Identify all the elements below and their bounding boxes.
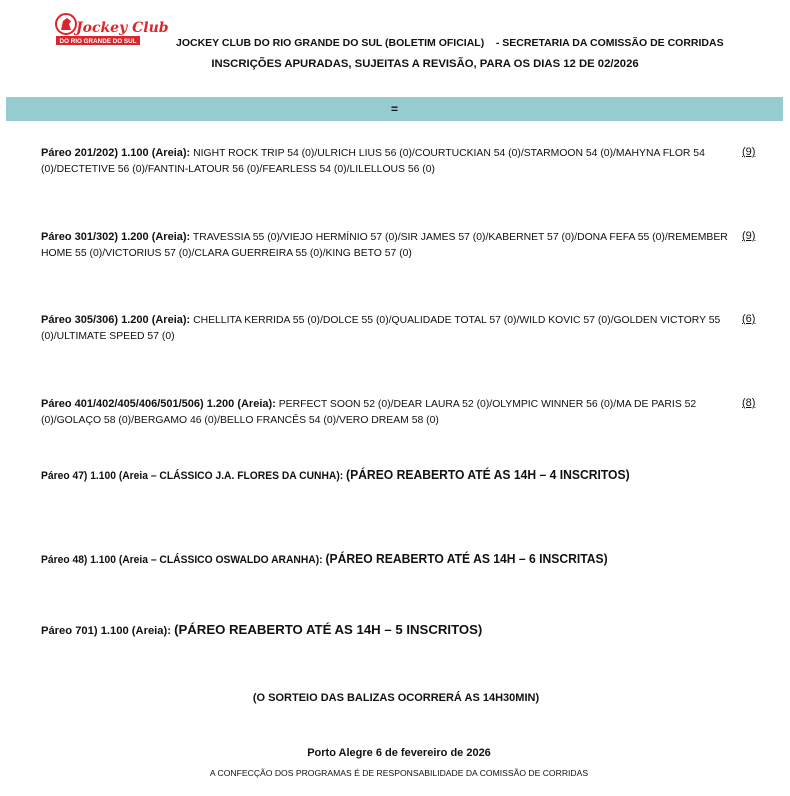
reopened-race-status: (PÁREO REABERTO ATÉ AS 14H – 6 INSCRITAS) [325,551,608,566]
draw-note: (O SORTEIO DAS BALIZAS OCORRERÁ AS 14H30MIN) [252,692,540,704]
race-entries: CHELLITA KERRIDA 55 (0)/DOLCE 55 (0)/QUALIDADE TOTAL 57 (0)/WILD KOVIC 57 (0)/GOLDEN VICTORY 55 (0)/ULTIMATE SPEED 57 (0) [41,315,721,342]
race-entry [41,230,731,261]
reopened-race-title: Páreo 47) 1.100 (Areia – CLÁSSICO J.A. FLORES DA CUNHA): [41,470,344,482]
reopened-race [41,622,482,637]
header-subtitle: INSCRIÇÕES APURADAS, SUJEITAS A REVISÃO, PARA OS DIAS 12 DE 02/2026 [211,58,639,70]
header-title: JOCKEY CLUB DO RIO GRANDE DO SUL (BOLETIM OFICIAL) - SECRETARIA DA COMISSÃO DE CORRIDAS [176,37,724,49]
race-entries: NIGHT ROCK TRIP 54 (0)/ULRICH LIUS 56 (0)/COURTUCKIAN 54 (0)/STARMOON 54 (0)/MAHYNA FLOR 54 (0)/DECTETIVE 56 (0)/FANTIN-LATOUR 56 (0)/FEARLESS 54 (0)/LILELLOUS 56 (0) [41,148,705,175]
reopened-race [41,551,657,566]
reopened-race-status: (PÁREO REABERTO ATÉ AS 14H – 4 INSCRITOS) [346,467,630,482]
race-entries: PERFECT SOON 52 (0)/DEAR LAURA 52 (0)/OLYMPIC WINNER 56 (0)/MA DE PARIS 52 (0)/GOLAÇO 58 (0)/BERGAMO 46 (0)/BELLO FRANCÊS 54 (0)/VERO DREAM 58 (0) [41,399,697,426]
race-count[interactable]: (6) [742,313,756,325]
race-title: Páreo 201/202) 1.100 (Areia): [41,147,191,159]
race-entries: TRAVESSIA 55 (0)/VIEJO HERMÍNIO 57 (0)/SIR JAMES 57 (0)/KABERNET 57 (0)/DONA FEFA 55 (0)/REMEMBER HOME 55 (0)/VICTORIUS 57 (0)/CLARA GUERREIRA 55 (0)/KING BETO 57 (0) [41,232,728,259]
logo-banner-text: DO RIO GRANDE DO SUL [59,38,137,45]
race-entry [41,313,731,344]
race-entry [41,397,731,428]
reopened-race-title: Páreo 701) 1.100 (Areia): [41,625,171,637]
race-entry [41,146,731,177]
race-count[interactable]: (8) [742,397,756,409]
logo-script-text: Jockey Club [76,20,169,36]
place-date: Porto Alegre 6 de fevereiro de 2026 [307,747,491,759]
race-title: Páreo 305/306) 1.200 (Areia): [41,314,191,326]
race-title: Páreo 401/402/405/406/501/506) 1.200 (Areia): [41,398,276,410]
reopened-race-title: Páreo 48) 1.100 (Areia – CLÁSSICO OSWALDO ARANHA): [41,554,323,566]
section-band [6,97,783,121]
race-count[interactable]: (9) [742,230,756,242]
race-title: Páreo 301/302) 1.200 (Areia): [41,231,191,243]
jockey-club-logo [54,12,169,46]
responsibility-note: A CONFECÇÃO DOS PROGRAMAS É DE RESPONSABILIDADE DA COMISSÃO DE CORRIDAS [209,768,589,778]
reopened-race [41,467,681,482]
section-band-text: = [390,102,398,116]
race-count[interactable]: (9) [742,146,756,158]
reopened-race-status: (PÁREO REABERTO ATÉ AS 14H – 5 INSCRITOS) [174,622,483,637]
